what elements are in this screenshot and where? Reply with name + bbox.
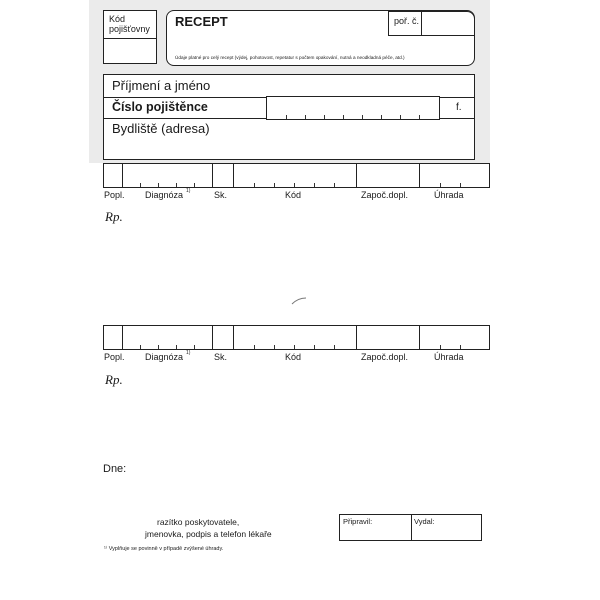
row-divider — [122, 326, 123, 349]
field-tick — [305, 115, 306, 119]
field-tick — [194, 183, 195, 187]
field-tick — [400, 115, 401, 119]
recept-header-box — [166, 10, 475, 66]
prescription-code-row[interactable] — [103, 163, 490, 188]
footnote-mark: 1) — [186, 188, 191, 194]
field-tick — [381, 115, 382, 119]
insurer-code-label: Kód pojišťovny — [109, 14, 150, 34]
insurance-number-label: Číslo pojištěnce — [112, 100, 208, 114]
col-label-kod: Kód — [285, 190, 302, 200]
field-tick — [158, 345, 159, 349]
col-label-popl: Popl. — [104, 190, 125, 200]
field-tick — [274, 345, 275, 349]
field-tick — [158, 183, 159, 187]
field-tick — [324, 115, 325, 119]
field-tick — [419, 115, 420, 119]
col-label-diagnoza: Diagnóza — [145, 190, 184, 200]
serial-number-box[interactable] — [388, 11, 475, 36]
row-divider — [419, 326, 420, 349]
field-tick — [254, 345, 255, 349]
recept-title: RECEPT — [175, 14, 228, 29]
stamp-line-1: razítko poskytovatele, — [157, 517, 240, 527]
insurance-number-field[interactable] — [266, 96, 440, 120]
col-label-zapoc: Započ.dopl. — [361, 352, 409, 362]
stamp-line-2: jmenovka, podpis a telefon lékaře — [145, 529, 272, 539]
serial-number-divider — [421, 12, 422, 35]
header-note: Údaje platné pro celý recept (výdej, pohotovost, repetatur s počtem opakování, nutná a neodkladná péče, atd.) — [175, 55, 405, 60]
serial-number-label: poř. č. — [394, 16, 420, 26]
field-tick — [440, 345, 441, 349]
field-tick — [140, 183, 141, 187]
footnote-mark: 1) — [186, 350, 191, 356]
row-divider — [233, 326, 234, 349]
col-label-sk: Sk. — [214, 352, 228, 362]
field-tick — [334, 345, 335, 349]
col-label-popl: Popl. — [104, 352, 125, 362]
field-tick — [334, 183, 335, 187]
prepared-by-label: Připravil: — [343, 517, 373, 526]
f-label: f. — [456, 102, 462, 113]
row-divider — [419, 164, 420, 187]
field-tick — [362, 115, 363, 119]
field-tick — [440, 183, 441, 187]
field-tick — [294, 345, 295, 349]
rp-label: Rp. — [105, 372, 123, 387]
field-tick — [194, 345, 195, 349]
col-label-kod: Kód — [285, 352, 302, 362]
col-label-uhrada: Úhrada — [434, 190, 464, 200]
field-tick — [460, 183, 461, 187]
col-label-diagnoza: Diagnóza — [145, 352, 184, 362]
row-divider — [356, 164, 357, 187]
field-tick — [176, 345, 177, 349]
insurer-code-divider — [104, 38, 156, 39]
insurer-code-box[interactable] — [103, 10, 157, 64]
address-label: Bydliště (adresa) — [112, 121, 210, 136]
row-divider — [356, 326, 357, 349]
field-tick — [314, 183, 315, 187]
rp-label: Rp. — [105, 209, 123, 224]
footnote: ¹⁾ Vyplňuje se povinně v případě zvýšené úhrady. — [104, 546, 224, 552]
row-divider — [212, 326, 213, 349]
prescription-code-row[interactable] — [103, 325, 490, 350]
row-divider — [233, 164, 234, 187]
patient-box — [103, 74, 475, 160]
field-tick — [294, 183, 295, 187]
field-tick — [314, 345, 315, 349]
field-tick — [460, 345, 461, 349]
row-divider — [122, 164, 123, 187]
field-tick — [343, 115, 344, 119]
col-label-sk: Sk. — [214, 190, 228, 200]
patient-name-label: Příjmení a jméno — [112, 78, 211, 93]
field-tick — [274, 183, 275, 187]
field-tick — [286, 115, 287, 119]
dispense-box — [339, 514, 482, 541]
row-divider — [212, 164, 213, 187]
field-tick — [176, 183, 177, 187]
dispensed-by-label: Vydal: — [414, 517, 435, 526]
stray-mark — [290, 296, 310, 306]
col-label-uhrada: Úhrada — [434, 352, 464, 362]
field-tick — [254, 183, 255, 187]
dispense-divider — [411, 515, 412, 540]
col-label-zapoc: Započ.dopl. — [361, 190, 409, 200]
field-tick — [140, 345, 141, 349]
date-label: Dne: — [103, 463, 127, 475]
